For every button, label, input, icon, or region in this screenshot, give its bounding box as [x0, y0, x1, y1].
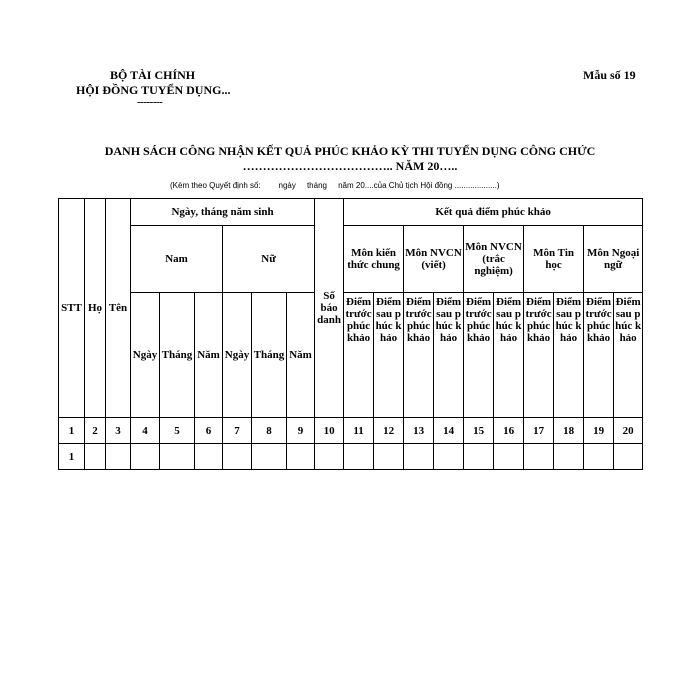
- header-sbd: Số báo danh: [315, 199, 344, 418]
- column-number: 17: [524, 418, 554, 444]
- header-score-after: Điểm sau phúc khảo: [614, 293, 643, 418]
- column-number: 9: [287, 418, 315, 444]
- header-female-year: Năm: [287, 293, 315, 418]
- header-score-after: Điểm sau phúc khảo: [374, 293, 404, 418]
- header-score-before: Điểm trước phúc khảo: [524, 293, 554, 418]
- header-stt: STT: [59, 199, 85, 418]
- column-number: 19: [584, 418, 614, 444]
- column-number: 20: [614, 418, 643, 444]
- table-cell: [315, 444, 344, 470]
- table-cell: [614, 444, 643, 470]
- header-dob-group: Ngày, tháng năm sinh: [131, 199, 315, 226]
- header-score-after: Điểm sau phúc khảo: [494, 293, 524, 418]
- organization-name: BỘ TÀI CHÍNH: [110, 68, 196, 82]
- header-male-day: Ngày: [131, 293, 160, 418]
- document-subtitle: ……………………………….. NĂM 20…..: [242, 159, 458, 173]
- column-number: 16: [494, 418, 524, 444]
- column-number: 5: [160, 418, 195, 444]
- header-score-before: Điểm trước phúc khảo: [344, 293, 374, 418]
- table-row: [59, 444, 643, 470]
- table-cell: [584, 444, 614, 470]
- results-table: [58, 198, 643, 470]
- table-cell: [160, 444, 195, 470]
- column-number: 11: [344, 418, 374, 444]
- header-ten: Tên: [106, 199, 131, 418]
- table-cell: [252, 444, 287, 470]
- table-cell: [374, 444, 404, 470]
- column-number: 4: [131, 418, 160, 444]
- column-number: 15: [464, 418, 494, 444]
- decision-note: (Kèm theo Quyết định số: ngày tháng năm 20....của Chủ tịch Hội đồng ...................): [170, 181, 500, 190]
- table-cell: [524, 444, 554, 470]
- table-cell: [85, 444, 106, 470]
- column-number: 12: [374, 418, 404, 444]
- header-female: Nữ: [223, 226, 315, 293]
- header-subject-language: Môn Ngoại ngữ: [584, 226, 643, 293]
- column-number: 13: [404, 418, 434, 444]
- header-score-before: Điểm trước phúc khảo: [584, 293, 614, 418]
- column-number: 3: [106, 418, 131, 444]
- table-cell: [494, 444, 524, 470]
- row-number: 1: [59, 444, 85, 470]
- header-score-before: Điểm trước phúc khảo: [404, 293, 434, 418]
- column-number: 8: [252, 418, 287, 444]
- header-subject-it: Môn Tin học: [524, 226, 584, 293]
- table-cell: [131, 444, 160, 470]
- column-number: 2: [85, 418, 106, 444]
- document-title: DANH SÁCH CÔNG NHẬN KẾT QUẢ PHÚC KHẢO KỲ THI TUYỂN DỤNG CÔNG CHỨC: [104, 144, 596, 158]
- header-subject-nvcn-written: Môn NVCN (viết): [404, 226, 464, 293]
- table-cell: [434, 444, 464, 470]
- header-score-before: Điểm trước phúc khảo: [464, 293, 494, 418]
- header-female-day: Ngày: [223, 293, 252, 418]
- header-divider: --------: [137, 96, 163, 108]
- column-number: 6: [195, 418, 223, 444]
- header-result-group: Kết quả điểm phúc khảo: [344, 199, 643, 226]
- header-male-year: Năm: [195, 293, 223, 418]
- table-cell: [287, 444, 315, 470]
- column-number: 10: [315, 418, 344, 444]
- header-male: Nam: [131, 226, 223, 293]
- header-subject-nvcn-test: Môn NVCN (trắc nghiệm): [464, 226, 524, 293]
- council-name: HỘI ĐỒNG TUYỂN DỤNG...: [76, 83, 231, 97]
- table-cell: [554, 444, 584, 470]
- table-cell: [464, 444, 494, 470]
- column-number: 7: [223, 418, 252, 444]
- header-subject-general: Môn kiến thức chung: [344, 226, 404, 293]
- table-cell: [344, 444, 374, 470]
- table-cell: [106, 444, 131, 470]
- table-cell: [223, 444, 252, 470]
- header-ho: Họ: [85, 199, 106, 418]
- column-number: 14: [434, 418, 464, 444]
- column-number: 18: [554, 418, 584, 444]
- form-number: Mẫu số 19: [583, 68, 636, 82]
- header-male-month: Tháng: [160, 293, 195, 418]
- table-cell: [195, 444, 223, 470]
- column-number: 1: [59, 418, 85, 444]
- header-score-after: Điểm sau phúc khảo: [434, 293, 464, 418]
- header-score-after: Điểm sau phúc khảo: [554, 293, 584, 418]
- table-cell: [404, 444, 434, 470]
- header-female-month: Tháng: [252, 293, 287, 418]
